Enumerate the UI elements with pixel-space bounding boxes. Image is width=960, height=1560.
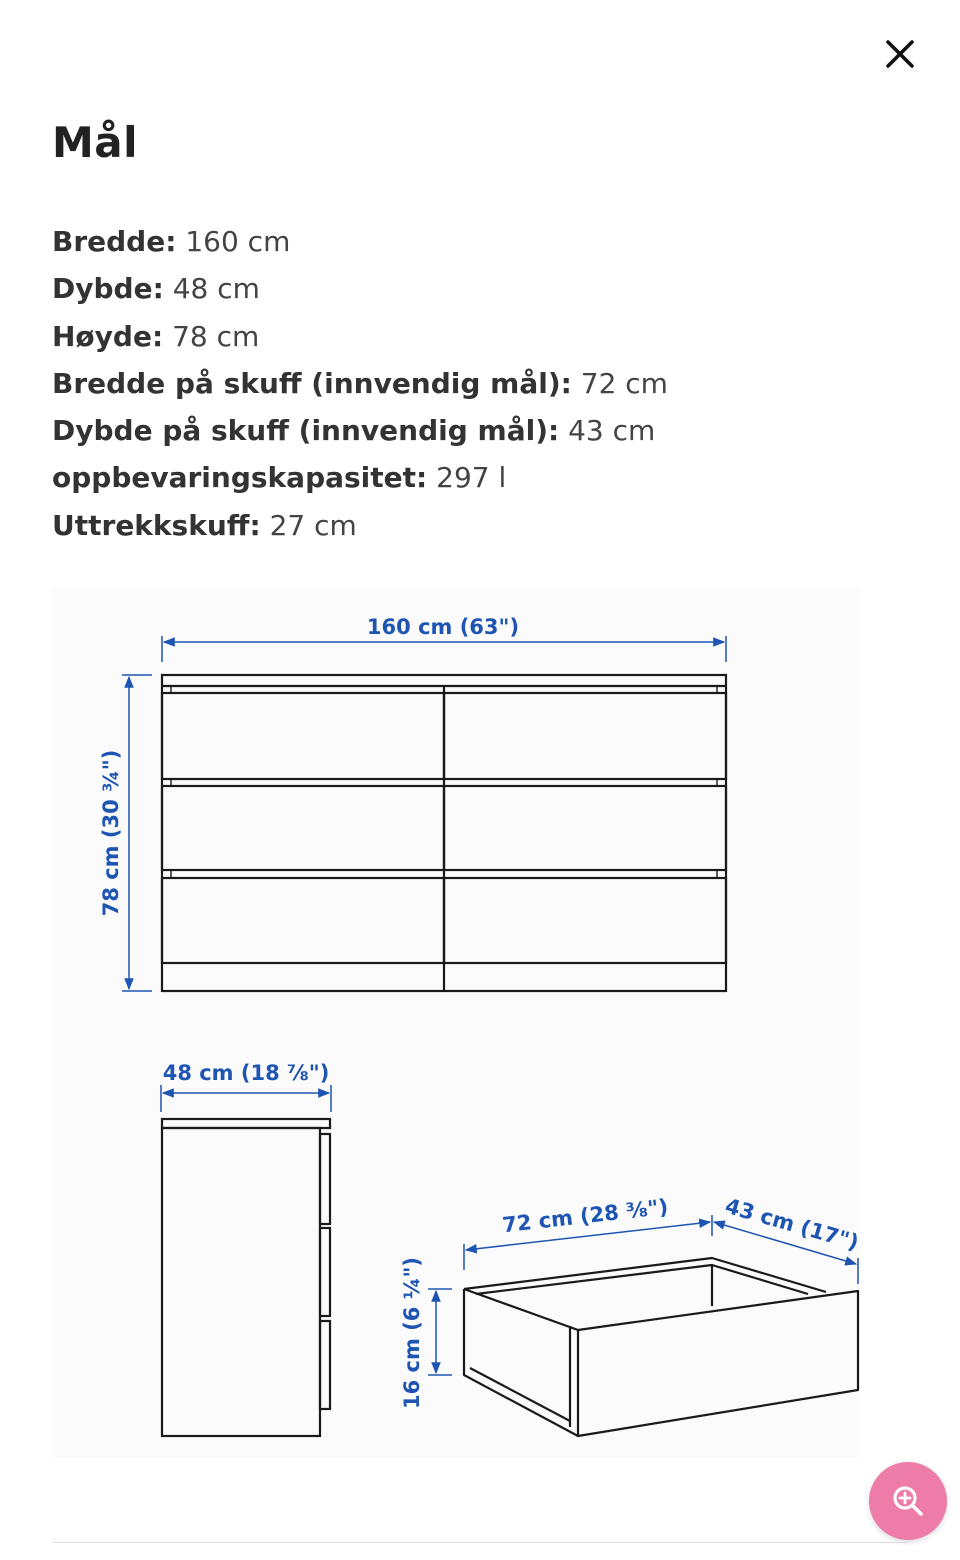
drawer-depth-label: 43 cm (17") (722, 1193, 862, 1255)
spec-label: Uttrekkskuff: (52, 508, 261, 542)
front-width-dimension (162, 615, 726, 662)
spec-value: 78 cm (172, 319, 260, 353)
drawer-height-label: 16 cm (6 ¼") (400, 1257, 424, 1409)
spec-value: 27 cm (269, 508, 357, 542)
side-depth-label: 48 cm (18 ⅞") (162, 1061, 330, 1085)
spec-value: 48 cm (172, 272, 260, 306)
drawer-view (464, 1258, 858, 1436)
front-width-label: 160 cm (63") (366, 615, 520, 639)
spec-label: Høyde: (52, 319, 164, 353)
front-height-label: 78 cm (30 ¾") (99, 749, 123, 917)
drawer-depth-dimension (714, 1194, 861, 1284)
page-title: Mål (52, 118, 139, 167)
spec-value: 297 l (436, 461, 507, 495)
spec-value: 160 cm (185, 225, 291, 258)
side-view (162, 1119, 330, 1436)
spec-label: Dybde: (52, 272, 164, 306)
zoom-button[interactable] (869, 1462, 947, 1540)
drawer-height-dimension (400, 1257, 452, 1409)
spec-label: Bredde på skuff (innvendig mål): (52, 366, 572, 400)
divider (52, 1542, 908, 1543)
front-view (162, 675, 726, 991)
spec-label: oppbevaringskapasitet: (52, 461, 428, 495)
drawer-width-dimension (464, 1195, 712, 1270)
front-height-dimension (99, 675, 152, 991)
zoom-in-icon (891, 1484, 925, 1518)
side-depth-dimension (161, 1061, 331, 1112)
spec-value: 72 cm (580, 366, 668, 400)
spec-value: 43 cm (568, 414, 656, 448)
spec-label: Bredde: (52, 225, 177, 258)
spec-label: Dybde på skuff (innvendig mål): (52, 414, 560, 448)
drawer-width-label: 72 cm (28 ⅜") (501, 1194, 670, 1238)
